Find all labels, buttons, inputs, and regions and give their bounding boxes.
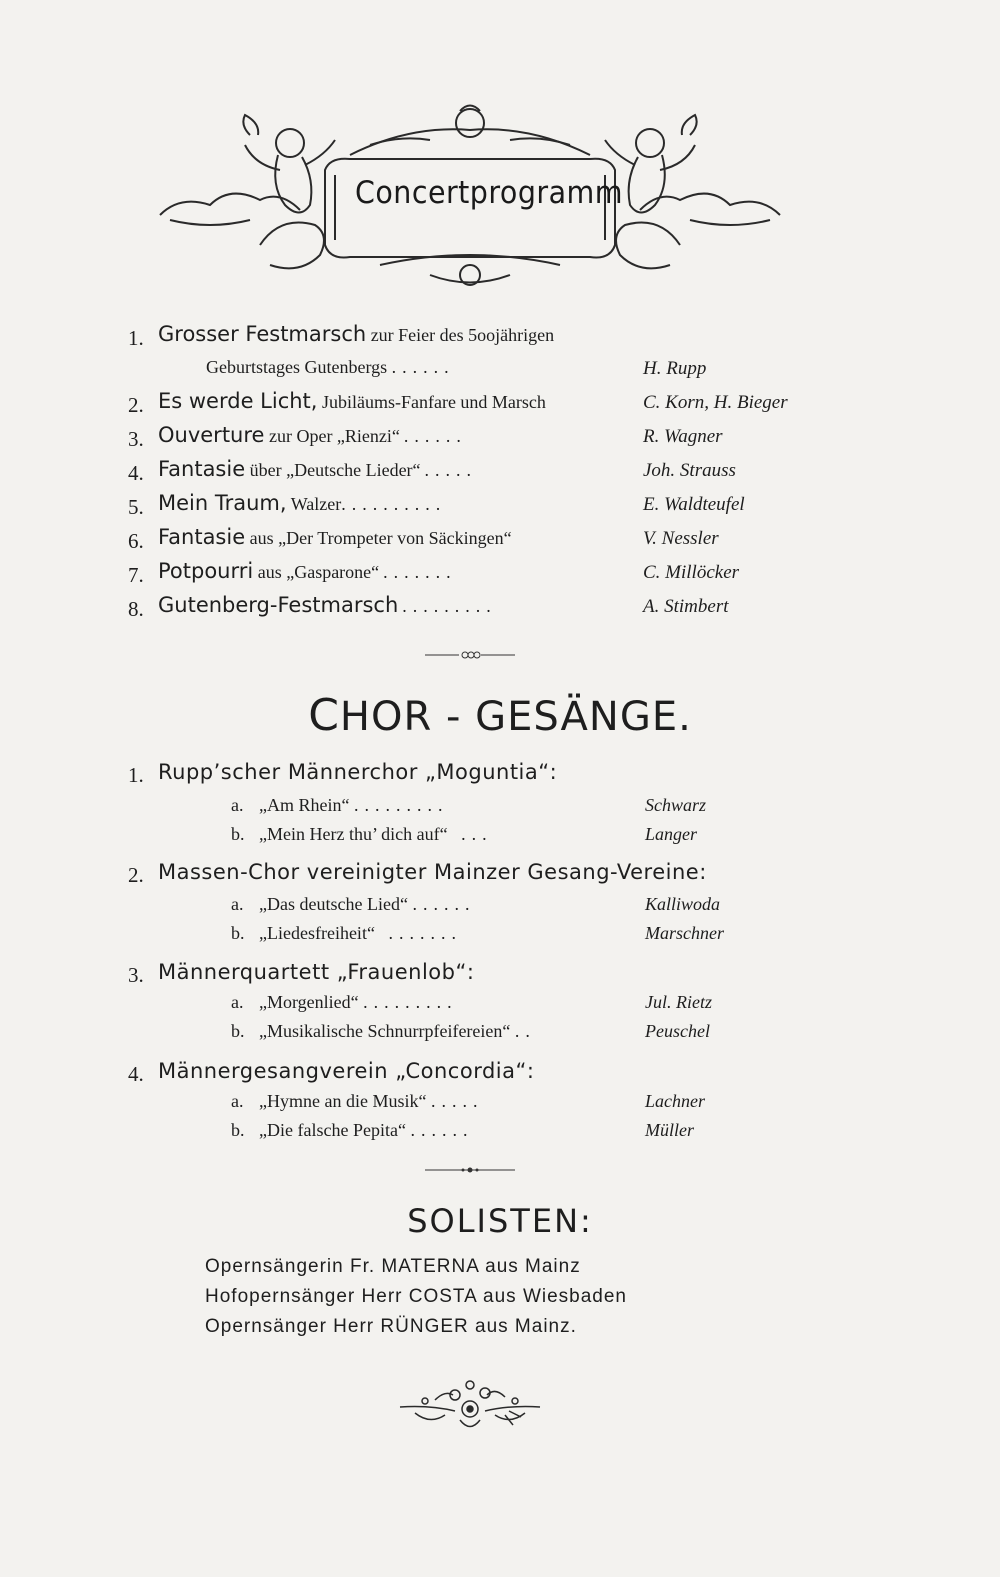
song-letter: b. xyxy=(231,1021,245,1041)
leader-dots: ....... xyxy=(388,923,462,943)
piece-title: Mein Traum, xyxy=(158,491,287,515)
piece-title: Fantasie xyxy=(158,525,246,549)
program-item xyxy=(0,389,1000,423)
item-number: 6. xyxy=(128,529,144,553)
song-title: „Mein Herz thu’ dich auf“ ... xyxy=(259,824,493,844)
solisten-heading: SOLISTEN: xyxy=(407,1202,593,1240)
piece xyxy=(158,491,446,515)
soloist-line: Opernsängerin Fr. MATERNA aus Mainz xyxy=(205,1256,581,1277)
song-title: „Musikalische Schnurrpfeifereien“ .. xyxy=(259,1021,536,1041)
song-title: „Die falsche Pepita“ ...... xyxy=(259,1120,474,1140)
leader-dots: ......... xyxy=(402,596,497,616)
soloist-line: Hofopernsänger Herr COSTA aus Wiesbaden xyxy=(205,1286,627,1307)
leader-dots: .......... xyxy=(341,494,447,514)
item-number: 1. xyxy=(128,326,144,350)
song-letter: a. xyxy=(231,1091,244,1111)
choir-name: Männerquartett „Frauenlob“: xyxy=(158,960,475,984)
program-item xyxy=(0,525,1000,559)
chor-heading-initial: C xyxy=(308,690,340,741)
page-title: Concertprogramm xyxy=(355,175,624,211)
composer: H. Rupp xyxy=(643,358,707,379)
composer: V. Nessler xyxy=(643,528,719,549)
song-composer: Schwarz xyxy=(645,795,707,815)
chor-heading xyxy=(0,690,1000,741)
item-number: 8. xyxy=(128,597,144,621)
piece-desc: aus „Der Trompeter von Säckingen“ xyxy=(245,528,512,548)
song-composer: Lachner xyxy=(645,1091,705,1111)
composer: A. Stimbert xyxy=(643,596,729,617)
song-title: „Das deutsche Lied“ ...... xyxy=(259,894,476,914)
piece-title: Potpourri xyxy=(158,559,254,583)
song-title: „Liedesfreiheit“ ....... xyxy=(259,923,462,943)
leader-dots: ...... xyxy=(410,1120,474,1140)
program-item xyxy=(0,322,1000,356)
leader-dots: ......... xyxy=(363,992,458,1012)
piece-title: Es werde Licht, xyxy=(158,389,318,413)
song-title: „Hymne an die Musik“ ..... xyxy=(259,1091,484,1111)
floral-ornament-icon xyxy=(395,1375,545,1435)
divider-ornament-icon xyxy=(425,1165,515,1175)
chor-heading-rest: HOR - GESÄNGE. xyxy=(339,694,692,740)
piece xyxy=(158,559,457,583)
song-composer: Langer xyxy=(645,824,698,844)
leader-dots: ......... xyxy=(353,795,449,815)
composer: C. Millöcker xyxy=(643,562,740,583)
program-item xyxy=(0,457,1000,491)
piece-desc: Jubiläums-Fanfare und Marsch xyxy=(317,392,546,412)
item-number: 2. xyxy=(128,393,144,417)
leader-dots: ...... xyxy=(412,894,476,914)
piece xyxy=(158,525,512,549)
piece-title: Gutenberg-Festmarsch xyxy=(158,593,399,617)
program-item xyxy=(0,559,1000,593)
leader-dots: ..... xyxy=(430,1091,484,1111)
song-letter: a. xyxy=(231,894,244,914)
piece-desc-line2: Geburtstages Gutenbergs ...... xyxy=(206,357,455,377)
group-number: 1. xyxy=(128,763,144,787)
song-letter: a. xyxy=(231,795,244,815)
piece xyxy=(158,423,467,447)
composer: R. Wagner xyxy=(643,426,723,447)
piece-desc: über „Deutsche Lieder“ xyxy=(245,460,421,480)
choir-name: Männergesangverein „Concordia“: xyxy=(158,1059,535,1083)
divider-ornament-icon xyxy=(425,648,515,662)
header-cartouche xyxy=(150,95,790,295)
choir-name: Rupp’scher Männerchor „Moguntia“: xyxy=(158,760,558,784)
piece xyxy=(158,593,497,617)
soloist-line: Opernsänger Herr RÜNGER aus Mainz. xyxy=(205,1316,577,1337)
song-title: „Am Rhein“ ......... xyxy=(259,795,449,815)
item-number: 5. xyxy=(128,495,144,519)
item-number: 3. xyxy=(128,427,144,451)
leader-dots: ....... xyxy=(383,562,457,582)
song-composer: Müller xyxy=(645,1120,694,1140)
program-item-continuation xyxy=(0,355,1000,389)
piece-desc: zur Feier des 5oojährigen xyxy=(366,325,555,345)
song-letter: b. xyxy=(231,923,245,943)
song-title: „Morgenlied“ ......... xyxy=(259,992,458,1012)
piece-title: Ouverture xyxy=(158,423,265,447)
leader-dots: ...... xyxy=(403,426,467,446)
song-composer: Peuschel xyxy=(645,1021,710,1041)
piece-desc: aus „Gasparone“ xyxy=(253,562,380,582)
piece xyxy=(158,457,477,481)
program-item xyxy=(0,593,1000,627)
song-letter: a. xyxy=(231,992,244,1012)
composer: Joh. Strauss xyxy=(643,460,736,481)
song-letter: b. xyxy=(231,824,245,844)
song-composer: Kalliwoda xyxy=(645,894,721,914)
piece xyxy=(158,322,554,346)
piece-title: Fantasie xyxy=(158,457,246,481)
leader-dots: ..... xyxy=(424,460,478,480)
piece-desc: zur Oper „Rienzi“ xyxy=(264,426,400,446)
song-letter: b. xyxy=(231,1120,245,1140)
composer: C. Korn, H. Bieger xyxy=(643,392,788,413)
group-number: 3. xyxy=(128,963,144,987)
piece-title: Grosser Festmarsch xyxy=(158,322,367,346)
leader-dots: ... xyxy=(461,824,493,844)
song-composer: Marschner xyxy=(645,923,724,943)
group-number: 2. xyxy=(128,863,144,887)
group-number: 4. xyxy=(128,1062,144,1086)
item-number: 4. xyxy=(128,461,144,485)
program-item xyxy=(0,423,1000,457)
composer: E. Waldteufel xyxy=(643,494,745,515)
leader-dots: ...... xyxy=(391,357,455,377)
leader-dots: .. xyxy=(514,1021,536,1041)
song-composer: Jul. Rietz xyxy=(645,992,712,1012)
item-number: 7. xyxy=(128,563,144,587)
choir-name: Massen-Chor vereinigter Mainzer Gesang-Vereine: xyxy=(158,860,707,884)
piece xyxy=(158,389,546,413)
program-item xyxy=(0,491,1000,525)
piece-desc: Walzer xyxy=(286,494,342,514)
